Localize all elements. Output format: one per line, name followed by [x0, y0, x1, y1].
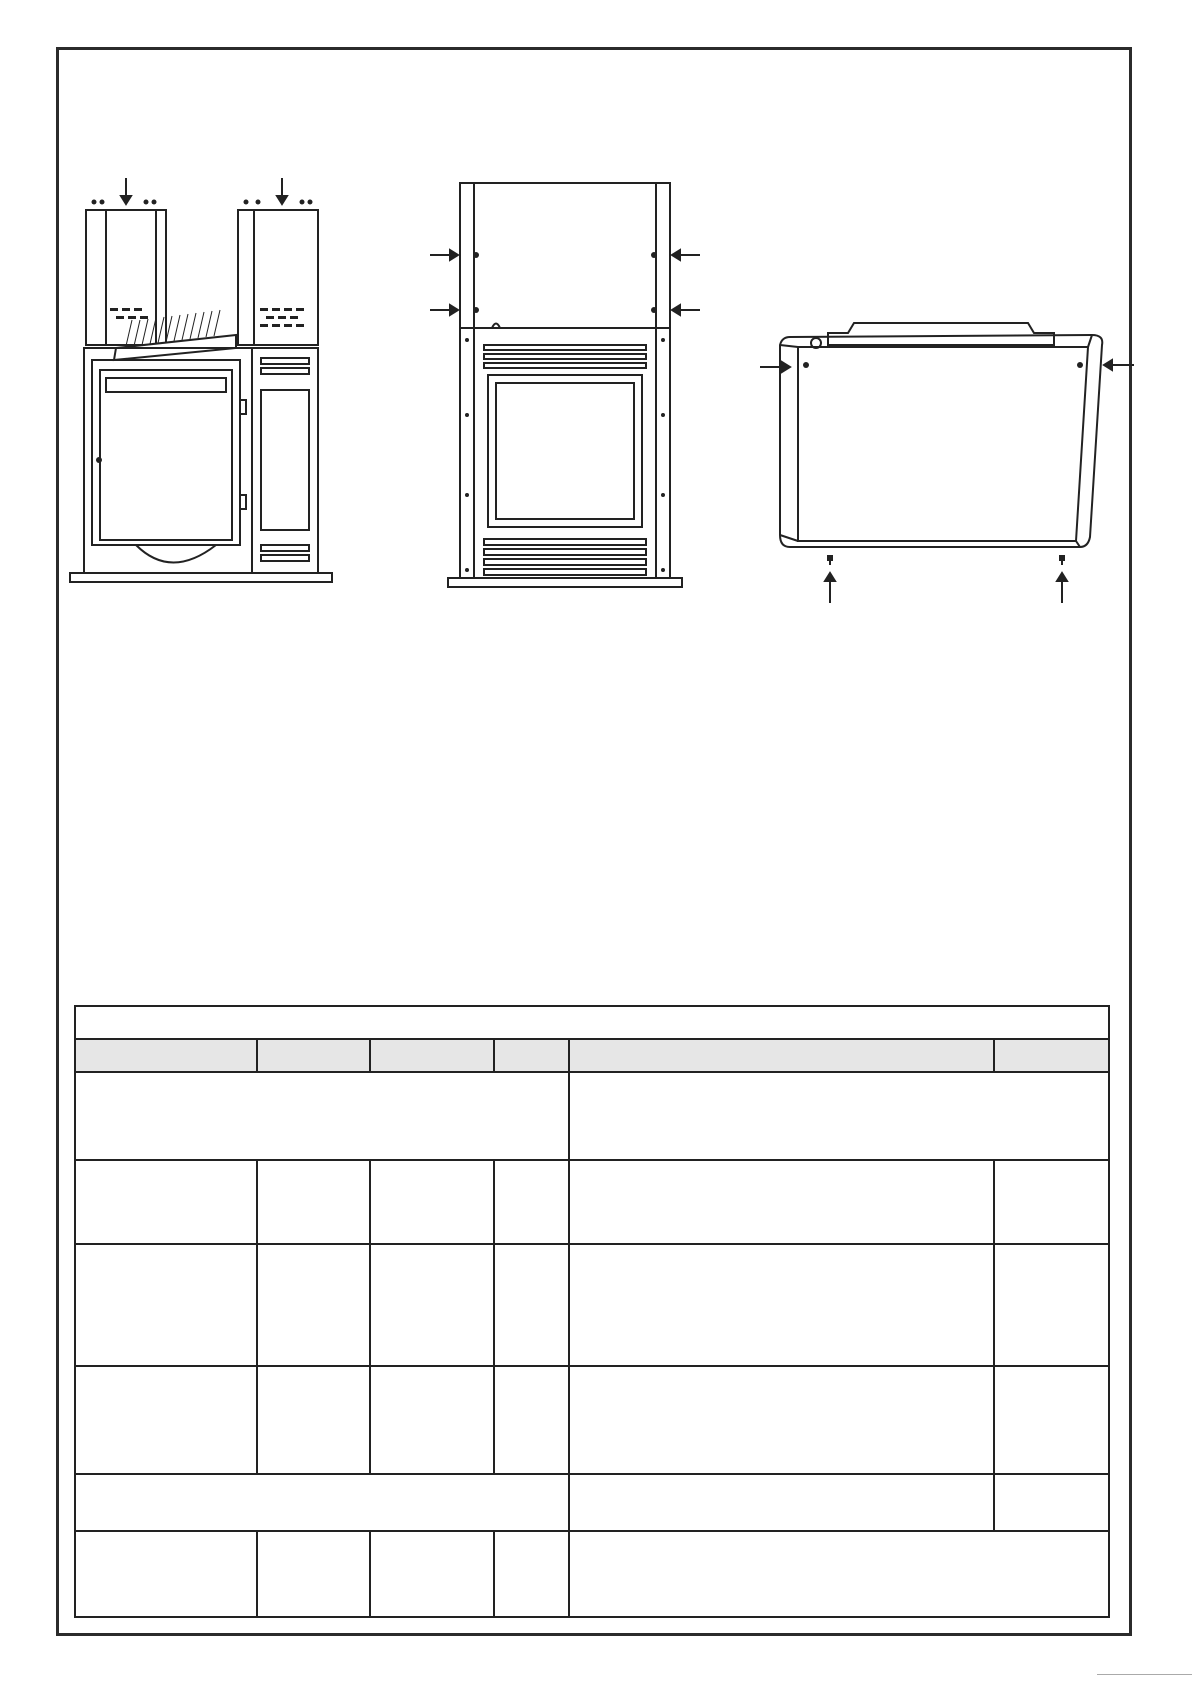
table-cell	[75, 1072, 569, 1160]
table-cell	[569, 1244, 994, 1366]
table-row	[75, 1244, 1109, 1366]
table-cell	[569, 1366, 994, 1474]
front-assembly-diagram	[412, 175, 702, 605]
table-cell	[257, 1531, 370, 1617]
table-title-cell	[75, 1006, 1109, 1039]
table-cell	[370, 1244, 494, 1366]
table-row	[75, 1531, 1109, 1617]
table-cell	[569, 1531, 1109, 1617]
table-row	[75, 1474, 1109, 1530]
table-cell	[569, 1072, 1109, 1160]
table-cell	[569, 1474, 994, 1530]
table-cell	[75, 1366, 257, 1474]
header-cell	[994, 1039, 1109, 1072]
table-cell	[370, 1160, 494, 1243]
table-cell	[494, 1244, 569, 1366]
table-cell	[569, 1160, 994, 1243]
table-row	[75, 1160, 1109, 1243]
header-cell	[75, 1039, 257, 1072]
page-edge-mark	[1097, 1674, 1192, 1685]
header-cell	[494, 1039, 569, 1072]
table-cell	[994, 1366, 1109, 1474]
table-cell	[257, 1160, 370, 1243]
table-cell	[994, 1244, 1109, 1366]
table-cell	[494, 1531, 569, 1617]
table-title-row	[75, 1006, 1109, 1039]
table-cell	[994, 1160, 1109, 1243]
table-cell	[494, 1160, 569, 1243]
table-cell	[370, 1366, 494, 1474]
table-cell	[75, 1531, 257, 1617]
table-cell	[994, 1474, 1109, 1530]
table-cell	[257, 1244, 370, 1366]
header-cell	[569, 1039, 994, 1072]
bottom-assembly-diagram	[758, 305, 1138, 605]
left-assembly-diagram	[66, 170, 336, 610]
table-cell	[75, 1244, 257, 1366]
header-cell	[257, 1039, 370, 1072]
table-row	[75, 1366, 1109, 1474]
header-cell	[370, 1039, 494, 1072]
table-row	[75, 1072, 1109, 1160]
spec-table	[74, 1005, 1110, 1618]
table-cell	[370, 1531, 494, 1617]
table-cell	[494, 1366, 569, 1474]
table-cell	[75, 1474, 569, 1530]
table-cell	[75, 1160, 257, 1243]
table-cell	[257, 1366, 370, 1474]
table-header-row	[75, 1039, 1109, 1072]
